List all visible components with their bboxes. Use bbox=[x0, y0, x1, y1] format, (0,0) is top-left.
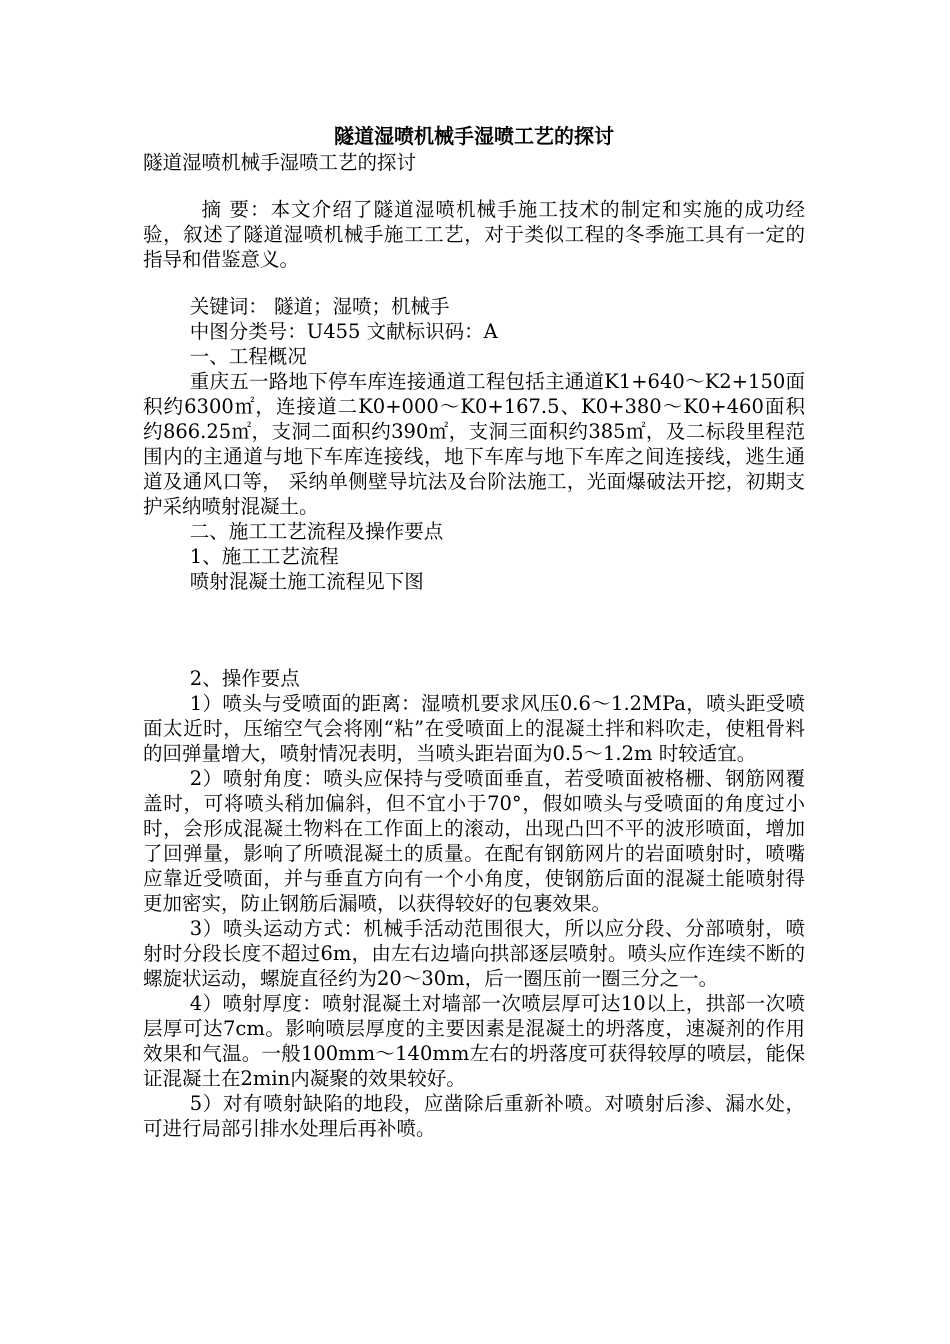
document-subtitle: 隧道湿喷机械手湿喷工艺的探讨 bbox=[143, 151, 417, 174]
spacer bbox=[143, 272, 805, 294]
subsection2-heading: 2、操作要点 bbox=[189, 667, 300, 690]
keywords-line: 关键词： 隧道；湿喷；机械手 bbox=[189, 295, 450, 318]
classification-line: 中图分类号：U455 文献标识码：A bbox=[189, 320, 498, 343]
spacer bbox=[143, 175, 805, 197]
operation-point-4: 4）喷射厚度：喷射混凝土对墙部一次喷层厚可达10以上，拱部一次喷层厚可达7cm。影响喷层厚度的主要因素是混凝土的坍落度，速凝剂的作用效果和气温。一般100mm～140mm左右的坍落度可获得较厚的喷层，能保证混凝土在2min内凝聚的效果较好。 bbox=[143, 992, 805, 1090]
operation-point-5: 5）对有喷射缺陷的地段，应凿除后重新补喷。对喷射后渗、漏水处，可进行局部引排水处理后再补喷。 bbox=[143, 1092, 805, 1140]
operation-point-1: 1）喷头与受喷面的距离：湿喷机要求风压0.6～1.2MPa，喷头距受喷面太近时，压缩空气会将刚“粘”在受喷面上的混凝土拌和料吹走，使粗骨料的回弹量增大，喷射情况表明，当喷头距岩面为0.5～1.2m 时较适宜。 bbox=[143, 692, 805, 765]
document-body bbox=[143, 122, 805, 1141]
figure-placeholder-space bbox=[143, 594, 805, 666]
section1-body: 重庆五一路地下停车库连接通道工程包括主通道K1+640～K2+150面积约6300㎡，连接道二K0+000～K0+167.5、K0+380～K0+460面积约866.25㎡，支洞二面积约390㎡，支洞三面积约385㎡，及二标段里程范围内的主通道与地下车库连接线，地下车库与地下车库之间连接线，逃生通道及通风口等， 采纳单侧壁导坑法及台阶法施工，光面爆破法开挖，初期支护采纳喷射混凝土。 bbox=[143, 370, 805, 518]
operation-point-2: 2）喷射角度：喷头应保持与受喷面垂直，若受喷面被格栅、钢筋网覆盖时，可将喷头稍加偏斜，但不宜小于70°，假如喷头与受喷面的角度过小时，会形成混凝土物料在工作面上的滚动，出现凸凹不平的波形喷面，增加了回弹量，影响了所喷混凝土的质量。在配有钢筋网片的岩面喷射时，喷嘴应靠近受喷面，并与垂直方向有一个小角度，使钢筋后面的混凝土能喷射得更加密实，防止钢筋后漏喷，以获得较好的包裹效果。 bbox=[143, 767, 805, 915]
subsection1-heading: 1、施工工艺流程 bbox=[189, 545, 339, 568]
abstract-paragraph: 摘 要：本文介绍了隧道湿喷机械手施工技术的制定和实施的成功经验，叙述了隧道湿喷机械手施工工艺，对于类似工程的冬季施工具有一定的指导和借鉴意义。 bbox=[143, 198, 805, 271]
section2-heading: 二、施工工艺流程及操作要点 bbox=[189, 520, 444, 543]
document-title: 隧道湿喷机械手湿喷工艺的探讨 bbox=[334, 124, 614, 148]
section1-heading: 一、工程概况 bbox=[189, 345, 307, 368]
operation-point-3: 3）喷头运动方式：机械手活动范围很大，所以应分段、分部喷射，喷射时分段长度不超过6m，由左右边墙向拱部逐层喷射。喷头应作连续不断的螺旋状运动，螺旋直径约为20～30m，后一圈压前一圈三分之一。 bbox=[143, 917, 805, 990]
subsection1-body: 喷射混凝土施工流程见下图 bbox=[189, 570, 424, 593]
